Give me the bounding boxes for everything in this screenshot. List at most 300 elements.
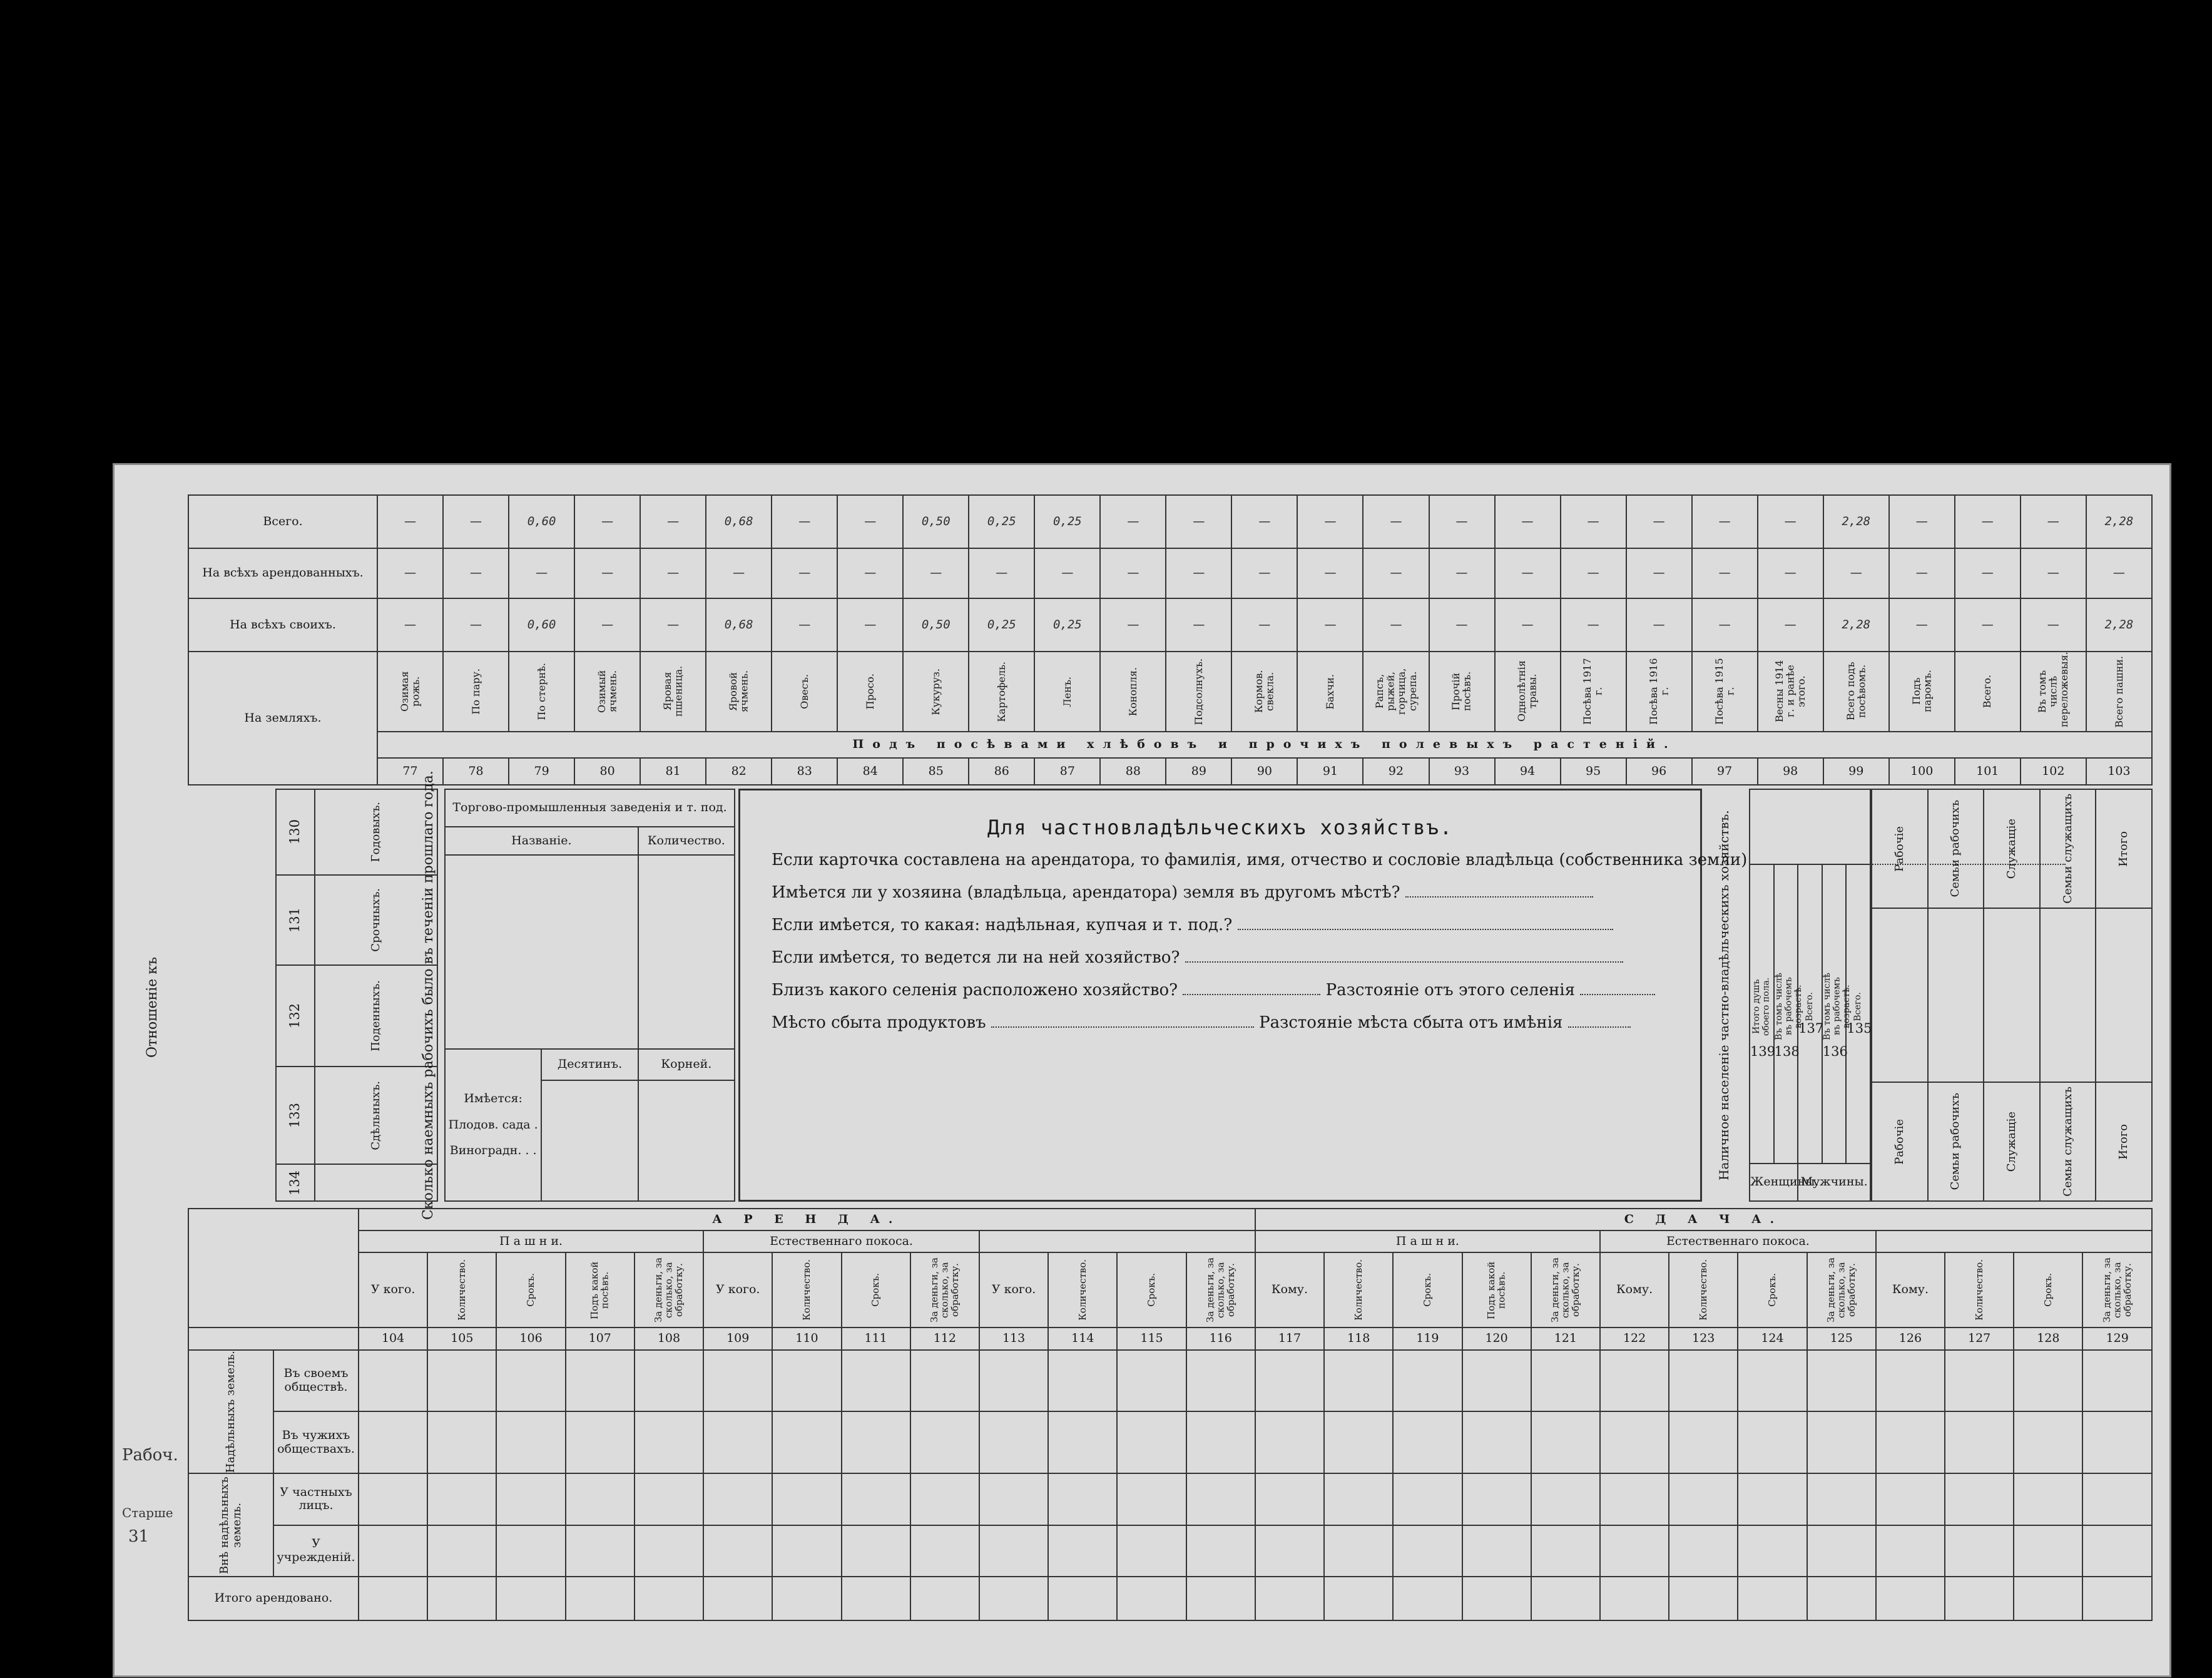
vsego-row-cell: — [837, 495, 903, 548]
lease-cell [1393, 1473, 1462, 1525]
arenda-col-header: За деньги, за сколько, за обработку. [1186, 1252, 1255, 1328]
crop-header: Подсолнухъ. [1166, 652, 1231, 732]
svoi-row-cell: 2,28 [2086, 598, 2152, 652]
lease-cell [1324, 1525, 1393, 1577]
lease-cell [1876, 1411, 1945, 1473]
lease-cell [427, 1350, 496, 1412]
lease-total-cell [1807, 1577, 1876, 1620]
sdacha-col-header: За деньги, за сколько, за обработку. [2082, 1252, 2152, 1328]
lease-cell [1600, 1473, 1669, 1525]
lease-cell [427, 1411, 496, 1473]
lease-cell [979, 1411, 1048, 1473]
crop-header: Кормов. свекла. [1231, 652, 1297, 732]
svoi-row-cell: — [1429, 598, 1495, 652]
column-number: 80 [574, 758, 640, 785]
lease-cell [2082, 1350, 2152, 1412]
arenda-col-header: Подъ какой посѣвъ. [566, 1252, 635, 1328]
column-number: 104 [359, 1328, 427, 1349]
arenda-pashni: П а ш н и. [359, 1230, 703, 1252]
crop-header: Прочій посѣвъ. [1429, 652, 1495, 732]
pop-col-header: Въ томъ числѣ въ рабочемъ возрастѣ. 136 [1822, 864, 1847, 1164]
vsego-row-cell: 0,25 [969, 495, 1034, 548]
lease-cell [979, 1473, 1048, 1525]
crop-header: Однолѣтнія травы. [1495, 652, 1561, 732]
column-number: 112 [910, 1328, 979, 1349]
vsego-row-cell: — [377, 495, 443, 548]
crop-header: Яровой ячмень. [706, 652, 772, 732]
lease-cell [703, 1473, 772, 1525]
lease-total-cell [1669, 1577, 1738, 1620]
lease-cell [1669, 1411, 1738, 1473]
workers-col-number: 134 [276, 1164, 315, 1201]
lease-cell [2014, 1473, 2082, 1525]
sdacha-col-header: Срокъ. [1393, 1252, 1462, 1328]
lease-total-cell [359, 1577, 427, 1620]
arend-row-cell: — [1626, 548, 1692, 598]
population-table [1749, 789, 1871, 1202]
pop-col-header: Итого душъ обоего пола. 139 [1750, 864, 1774, 1164]
svoi-row-cell: — [1692, 598, 1758, 652]
vsego-row-cell: — [443, 495, 509, 548]
column-number: 113 [979, 1328, 1048, 1349]
lease-cell [427, 1473, 496, 1525]
lease-cell [772, 1525, 841, 1577]
column-number: 92 [1363, 758, 1429, 785]
workers-col-label: Сдѣльныхъ. [315, 1067, 437, 1165]
zemlyakh-label: На земляхъ. [188, 652, 377, 785]
lease-cell [703, 1525, 772, 1577]
lease-total-cell [1600, 1577, 1669, 1620]
arend-row-cell: — [1758, 548, 1823, 598]
arend-row-cell: — [1166, 548, 1231, 598]
vsego-row-cell: — [1100, 495, 1166, 548]
lease-cell [2082, 1525, 2152, 1577]
lease-cell [1807, 1473, 1876, 1525]
sdacha-col-header: Кому. [1600, 1252, 1669, 1328]
column-number: 84 [837, 758, 903, 785]
trade-name-header: Названіе. [445, 827, 638, 855]
lease-cell [1186, 1525, 1255, 1577]
column-number: 123 [1669, 1328, 1738, 1349]
workers-title: Сколько наемныхъ рабочихъ было въ теченіи прошлаго года. [420, 770, 436, 1220]
vineyard-label: Виноградн. . . [449, 1143, 537, 1158]
svoi-row-cell: — [772, 598, 837, 652]
lease-cell [1807, 1525, 1876, 1577]
crop-header: Всего пашни. [2086, 652, 2152, 732]
column-number: 82 [706, 758, 772, 785]
crop-header: Озимая рожь. [377, 652, 443, 732]
lease-cell [703, 1411, 772, 1473]
column-number: 116 [1186, 1328, 1255, 1349]
lease-cell [1600, 1525, 1669, 1577]
lease-cell [1738, 1411, 1807, 1473]
crop-header: Весны 1914 г. и ранѣе этого. [1758, 652, 1823, 732]
lease-cell [1876, 1473, 1945, 1525]
desyatin-header: Десятинъ. [541, 1049, 638, 1080]
lease-row-label: Въ чужихъ обществахъ. [273, 1411, 359, 1473]
svoi-row-cell: — [2021, 598, 2086, 652]
vsego-row-cell: — [1758, 495, 1823, 548]
muzhchiny-label: Мужчины. [1798, 1164, 1870, 1201]
lease-cell [2014, 1411, 2082, 1473]
margin-label-rabochie: Рабоч. [122, 1446, 178, 1465]
crop-header: По пару. [443, 652, 509, 732]
crop-header: Бахчи. [1297, 652, 1363, 732]
svoi-row-cell: 0,68 [706, 598, 772, 652]
lease-cell [1945, 1411, 2014, 1473]
staff-col-header: Служащіе [1984, 789, 2040, 908]
trade-qty-cell [638, 855, 735, 1049]
lease-cell [1531, 1411, 1600, 1473]
lease-cell [1531, 1525, 1600, 1577]
column-number: 77 [377, 758, 443, 785]
lease-cell [1186, 1473, 1255, 1525]
lease-cell [1186, 1411, 1255, 1473]
lease-row-label: У частныхъ лицъ. [273, 1473, 359, 1525]
lease-cell [1255, 1525, 1324, 1577]
korney-cell [638, 1080, 735, 1201]
workers-col-label: Срочныхъ. [315, 875, 437, 965]
svoi-row-cell: 0,25 [1034, 598, 1100, 652]
lease-cell [1531, 1350, 1600, 1412]
lease-total-cell [1324, 1577, 1393, 1620]
svoi-row-cell: — [837, 598, 903, 652]
column-number: 121 [1531, 1328, 1600, 1349]
sdacha-col-header: Срокъ. [2014, 1252, 2082, 1328]
vsego-row-label: Всего. [188, 495, 377, 548]
vsego-row-cell: 0,50 [903, 495, 969, 548]
column-number: 122 [1600, 1328, 1669, 1349]
lease-cell [910, 1350, 979, 1412]
column-number: 119 [1393, 1328, 1462, 1349]
workers-col-number: 131 [276, 875, 315, 965]
lease-cell [359, 1525, 427, 1577]
lease-cell [979, 1350, 1048, 1412]
vsego-row-cell: — [574, 495, 640, 548]
workers-table [275, 789, 438, 1202]
column-number: 87 [1034, 758, 1100, 785]
arenda-other [979, 1230, 1255, 1252]
lease-cell [1255, 1473, 1324, 1525]
column-number: 101 [1955, 758, 2021, 785]
arend-row-cell: — [1363, 548, 1429, 598]
vsego-row-cell: — [772, 495, 837, 548]
lease-cell [1117, 1411, 1186, 1473]
column-number: 99 [1823, 758, 1889, 785]
lease-cell [359, 1350, 427, 1412]
lease-cell [1462, 1473, 1531, 1525]
staff-cell [2040, 908, 2096, 1082]
arend-row-cell: — [1100, 548, 1166, 598]
lease-total-cell [1255, 1577, 1324, 1620]
column-number: 100 [1889, 758, 1955, 785]
column-number: 111 [842, 1328, 910, 1349]
crop-header: Овесъ. [772, 652, 837, 732]
lease-cell [1255, 1411, 1324, 1473]
crop-header: Всего. [1955, 652, 2021, 732]
column-number: 95 [1561, 758, 1626, 785]
svoi-row-cell: — [1100, 598, 1166, 652]
arend-row-cell: — [772, 548, 837, 598]
arend-row-cell: — [1955, 548, 2021, 598]
sdacha-col-header: За деньги, за сколько, за обработку. [1807, 1252, 1876, 1328]
column-number: 96 [1626, 758, 1692, 785]
sdacha-col-header: Количество. [1945, 1252, 2014, 1328]
lease-total-cell [1462, 1577, 1531, 1620]
crop-header: По стернѣ. [509, 652, 574, 732]
lease-cell [1324, 1411, 1393, 1473]
column-number: 86 [969, 758, 1034, 785]
column-number: 93 [1429, 758, 1495, 785]
lease-cell [979, 1525, 1048, 1577]
sdacha-other [1876, 1230, 2152, 1252]
vsego-row-cell: — [1495, 495, 1561, 548]
lease-cell [1600, 1350, 1669, 1412]
trade-name-cell [445, 855, 638, 1049]
lease-cell [1186, 1350, 1255, 1412]
lease-total-cell [496, 1577, 565, 1620]
vsego-row-cell: 0,68 [706, 495, 772, 548]
staff-col-header: Итого [2096, 789, 2152, 908]
korney-header: Корней. [638, 1049, 735, 1080]
lease-cell [842, 1525, 910, 1577]
column-number: 78 [443, 758, 509, 785]
lease-cell [566, 1473, 635, 1525]
svoi-row-cell: — [1561, 598, 1626, 652]
column-number: 81 [640, 758, 706, 785]
column-number: 109 [703, 1328, 772, 1349]
land-type-question: Если имѣется, то какая: надѣльная, купчая и т. под.? [772, 916, 1669, 934]
column-number: 97 [1692, 758, 1758, 785]
sdacha-title: С Д А Ч А. [1255, 1209, 2152, 1230]
arend-row-cell: — [1889, 548, 1955, 598]
sdacha-col-header: Срокъ. [1738, 1252, 1807, 1328]
lease-total-cell [1117, 1577, 1186, 1620]
lease-cell [2082, 1411, 2152, 1473]
arend-row-cell: — [509, 548, 574, 598]
crop-header: Посѣва 1916 г. [1626, 652, 1692, 732]
column-number: 107 [566, 1328, 635, 1349]
vsego-row-cell: — [1955, 495, 2021, 548]
lease-cell [703, 1350, 772, 1412]
crops-table [188, 494, 2153, 785]
staff-col-header: Семьи рабочихъ [1928, 789, 1984, 908]
lease-cell [1393, 1350, 1462, 1412]
pop-col-header: Въ томъ числѣ въ рабочемъ возрастѣ. 138 [1774, 864, 1798, 1164]
arenda-col-header: Срокъ. [842, 1252, 910, 1328]
arend-row-cell: — [1692, 548, 1758, 598]
workers-col-label: Поденныхъ. [315, 965, 437, 1066]
vsego-row-cell: — [1231, 495, 1297, 548]
lease-cell [910, 1411, 979, 1473]
column-number: 118 [1324, 1328, 1393, 1349]
arend-row-cell: — [377, 548, 443, 598]
lease-cell [496, 1411, 565, 1473]
arend-row-label: На всѣхъ арендованныхъ. [188, 548, 377, 598]
lease-cell [496, 1350, 565, 1412]
pop-col-header: Всего. 137 [1798, 864, 1822, 1164]
arenda-col-header: У кого. [979, 1252, 1048, 1328]
column-number: 83 [772, 758, 837, 785]
arend-row-cell: — [706, 548, 772, 598]
lease-cell [496, 1473, 565, 1525]
column-number: 124 [1738, 1328, 1807, 1349]
column-number: 115 [1117, 1328, 1186, 1349]
lease-cell [842, 1350, 910, 1412]
svoi-row-cell: — [1495, 598, 1561, 652]
lease-cell [566, 1411, 635, 1473]
staff-cell [2096, 908, 2152, 1082]
lease-total-cell [2014, 1577, 2082, 1620]
sdacha-col-header: Количество. [1324, 1252, 1393, 1328]
imeetsya-label: Имѣется: [464, 1091, 522, 1105]
lease-cell [635, 1525, 703, 1577]
svoi-row-cell: — [1363, 598, 1429, 652]
sdacha-col-header: Подъ какой посѣвъ. [1462, 1252, 1531, 1328]
vsego-row-cell: 2,28 [2086, 495, 2152, 548]
lease-cell [772, 1473, 841, 1525]
lease-corner [188, 1209, 359, 1328]
lease-total-cell [2082, 1577, 2152, 1620]
svoi-row-cell: — [1758, 598, 1823, 652]
lease-cell [566, 1350, 635, 1412]
arend-row-cell: — [1429, 548, 1495, 598]
lease-cell [1048, 1350, 1117, 1412]
lease-total-cell [842, 1577, 910, 1620]
vsego-row-cell: — [1363, 495, 1429, 548]
nalichnoe-label: Наличное населеніе частно-владѣльческихъ хозяйствъ. [1716, 810, 1731, 1180]
lease-cell [1876, 1525, 1945, 1577]
lease-cell [2014, 1525, 2082, 1577]
lease-cell [359, 1411, 427, 1473]
lease-cell [635, 1350, 703, 1412]
column-number: 85 [903, 758, 969, 785]
lease-total-cell [1048, 1577, 1117, 1620]
margin-label-starshe: Старше [122, 1505, 173, 1520]
arenda-col-header: За деньги, за сколько, за обработку. [910, 1252, 979, 1328]
imeetsya-cell [445, 1049, 541, 1201]
column-number: 90 [1231, 758, 1297, 785]
column-number: 105 [427, 1328, 496, 1349]
vsego-row-cell: — [2021, 495, 2086, 548]
lease-total-cell [635, 1577, 703, 1620]
svoi-row-cell: — [1297, 598, 1363, 652]
lease-cell [1876, 1350, 1945, 1412]
staff-cell [1984, 908, 2040, 1082]
lease-cell [1048, 1411, 1117, 1473]
vsego-row-cell: — [1561, 495, 1626, 548]
lease-cell [496, 1525, 565, 1577]
village-question: Близъ какого селенія расположено хозяйство? Разстояніе отъ этого селенія [772, 981, 1669, 1000]
lease-cell [1117, 1525, 1186, 1577]
vsego-row-cell: — [640, 495, 706, 548]
lease-cell [1255, 1350, 1324, 1412]
column-number: 110 [772, 1328, 841, 1349]
other-land-question: Имѣется ли у хозяина (владѣльца, арендатора) земля въ другомъ мѣстѣ? [772, 883, 1669, 902]
svoi-row-label: На всѣхъ своихъ. [188, 598, 377, 652]
lease-cell [910, 1473, 979, 1525]
crop-header: Просо. [837, 652, 903, 732]
column-number: 106 [496, 1328, 565, 1349]
lease-total-cell [1186, 1577, 1255, 1620]
lease-cell [1669, 1350, 1738, 1412]
arend-row-cell: — [837, 548, 903, 598]
zhenshchiny-label: Женщины. [1750, 1164, 1798, 1201]
arend-row-cell: — [1034, 548, 1100, 598]
lease-cell [1945, 1525, 2014, 1577]
column-number: 120 [1462, 1328, 1531, 1349]
lease-total-cell [427, 1577, 496, 1620]
workers-col-label: Годовыхъ. [315, 789, 437, 875]
lease-cell [1807, 1350, 1876, 1412]
sdacha-col-header: Количество. [1669, 1252, 1738, 1328]
lease-cell [359, 1473, 427, 1525]
arend-row-cell: — [903, 548, 969, 598]
vsego-row-cell: — [1626, 495, 1692, 548]
lease-total-cell [1531, 1577, 1600, 1620]
desyatin-cell [541, 1080, 638, 1201]
crop-header: Озимый ячмень. [574, 652, 640, 732]
column-number: 102 [2021, 758, 2086, 785]
owner-question: Если карточка составлена на арендатора, то фамилія, имя, отчество и сословіе владѣльца (собственника земли) [772, 851, 1669, 869]
lease-table [188, 1208, 2153, 1621]
column-number: 103 [2086, 758, 2152, 785]
lease-cell [1324, 1473, 1393, 1525]
svoi-row-cell: 0,50 [903, 598, 969, 652]
staff-col-header: Рабочіе [1872, 789, 1928, 908]
column-number: 117 [1255, 1328, 1324, 1349]
arend-row-cell: — [1231, 548, 1297, 598]
column-number: 88 [1100, 758, 1166, 785]
private-farm-title: Для частновладѣльческихъ хозяйствъ. [987, 816, 1454, 839]
vsego-row-cell: — [1429, 495, 1495, 548]
crops-banner: Подъ посѣвами хлѣбовъ и прочихъ полевыхъ растеній. [377, 732, 2152, 759]
staff-col-footer: Итого [2096, 1082, 2152, 1201]
sdacha-col-header: Кому. [1255, 1252, 1324, 1328]
staff-col-header: Семьи служащихъ [2040, 789, 2096, 908]
arenda-col-header: За деньги, за сколько, за обработку. [635, 1252, 703, 1328]
crop-header: Картофель. [969, 652, 1034, 732]
svoi-row-cell: 2,28 [1823, 598, 1889, 652]
arend-row-cell: — [640, 548, 706, 598]
margin-number: 31 [128, 1527, 150, 1546]
staff-cell [1928, 908, 1984, 1082]
lease-cell [1048, 1525, 1117, 1577]
lease-cell [1531, 1473, 1600, 1525]
lease-cell [1117, 1473, 1186, 1525]
workers-col-number: 132 [276, 965, 315, 1066]
arenda-pokos: Естественнаго покоса. [703, 1230, 979, 1252]
vsego-row-cell: 0,25 [1034, 495, 1100, 548]
lease-total-cell [979, 1577, 1048, 1620]
lease-cell [1600, 1411, 1669, 1473]
lease-cell [1393, 1411, 1462, 1473]
arend-row-cell: — [969, 548, 1034, 598]
svoi-row-cell: — [443, 598, 509, 652]
lease-cell [1669, 1473, 1738, 1525]
workers-col-number: 130 [276, 789, 315, 875]
lease-row-label: У учрежденій. [273, 1525, 359, 1577]
arenda-col-header: У кого. [703, 1252, 772, 1328]
vsego-row-cell: 2,28 [1823, 495, 1889, 548]
column-number: 127 [1945, 1328, 2014, 1349]
staff-table [1871, 789, 2153, 1202]
column-number: 125 [1807, 1328, 1876, 1349]
lease-cell [1462, 1411, 1531, 1473]
arenda-col-header: Количество. [1048, 1252, 1117, 1328]
lease-cell [842, 1411, 910, 1473]
arenda-col-header: Срокъ. [496, 1252, 565, 1328]
